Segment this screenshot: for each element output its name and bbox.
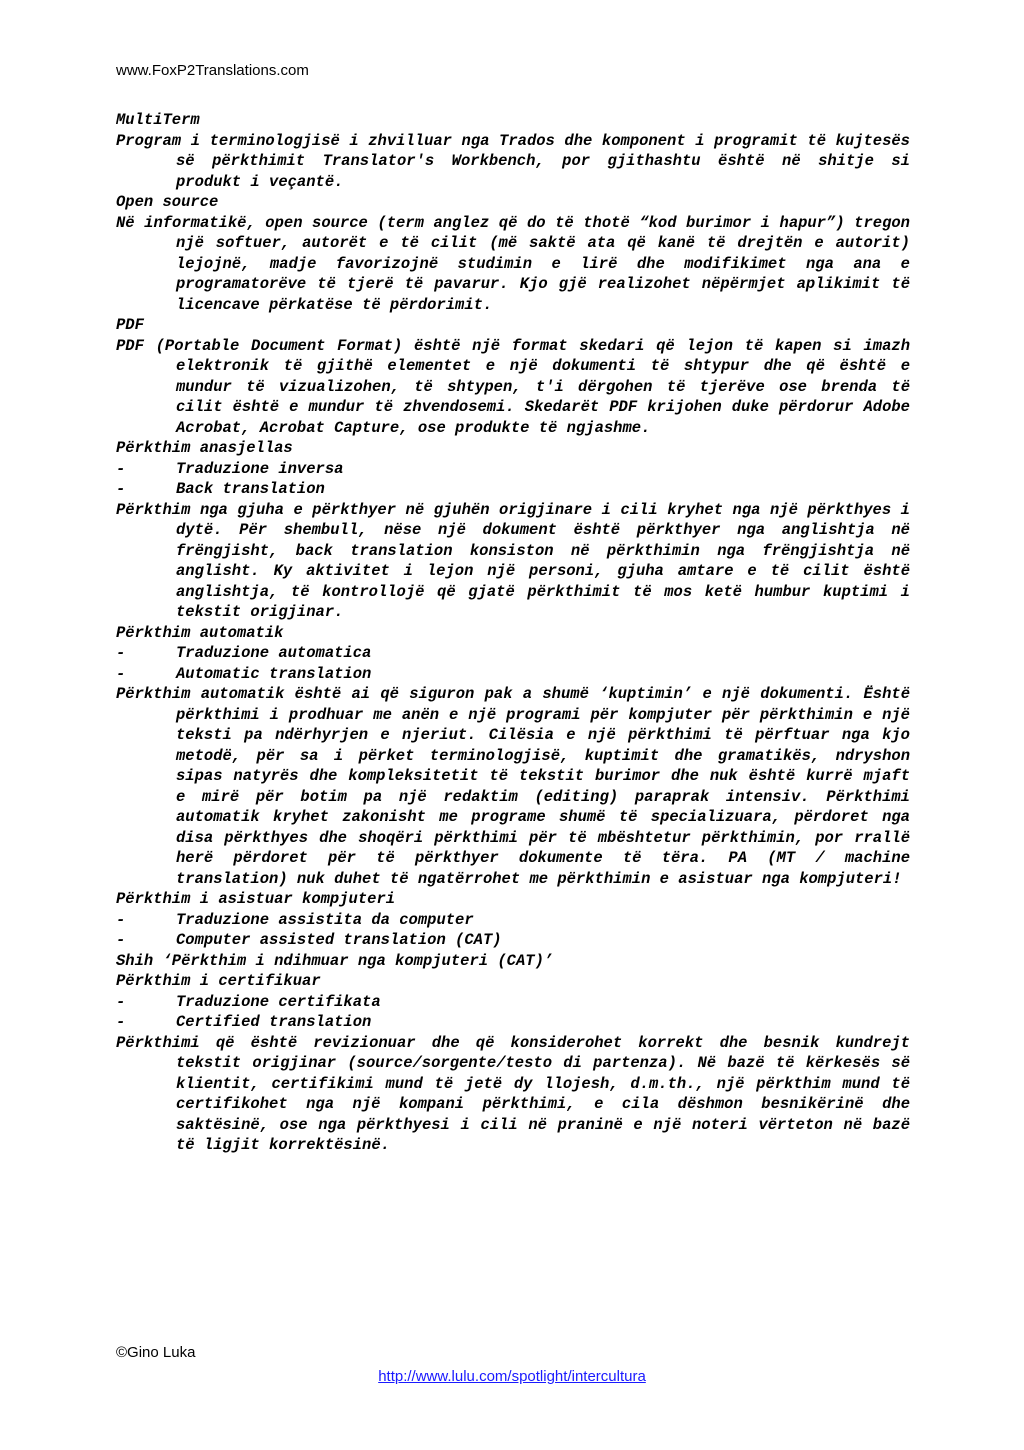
footer-author: ©Gino Luka <box>116 1344 196 1361</box>
italian-term: Traduzione inversa <box>176 459 344 478</box>
term-certified-translation: Përkthim i certifikuar <box>116 972 321 990</box>
definition-multiterm: Program i terminologjisë i zhvilluar nga Trados dhe komponent i programit të kujtesës së përkthimit Translator's Workbench, por gjithashtu është në shitje si produkt i veçantë. <box>116 131 910 191</box>
dash-marker: - <box>116 664 126 683</box>
footer-link-container <box>0 1368 1024 1385</box>
term-multiterm: MultiTerm <box>116 111 200 129</box>
english-term: Certified translation <box>176 1013 372 1031</box>
definition-certified-translation: Përkthimi që është revizionuar dhe që konsiderohet korrekt dhe besnik kundrejt tekstit origjinar (source/sorgente/testo di partenza). Në bazë të kërkesës së klientit, certifikimi mund të jetë dy llojesh, d.m.th., një përkthim mund të certifikohet nga një kompani përkthimi, e cila dëshmon besnikërinë dhe saktësinë, ose nga përkthyesi i cili në praninë e një noteri vërteton në bazë të ligjit korrektësinë. <box>116 1033 910 1154</box>
definition-open-source: Në informatikë, open source (term anglez që do të thotë “kod burimor i hapur”) tregon një softuer, autorët e të cilit (më saktë ata që kanë të drejtën e autorit) lejojnë, madje favorizojnë studimin e lirë dhe modifikimet nga ana e programatorëve të tjerë të pavarur. Kjo gjë realizohet nëpërmjet aplikimit të licencave përkatëse të përdorimit. <box>116 213 910 314</box>
english-equivalent <box>116 930 910 951</box>
term-pdf: PDF <box>116 316 144 334</box>
italian-term: Traduzione automatica <box>176 644 372 662</box>
italian-equivalent <box>116 992 910 1013</box>
dash-marker: - <box>116 1013 126 1031</box>
dash-marker: - <box>116 480 126 498</box>
see-also-reference: Shih ‘Përkthim i ndihmuar nga kompjuteri (CAT)’ <box>116 951 554 970</box>
italian-equivalent <box>116 459 910 480</box>
dash-marker: - <box>116 644 126 662</box>
italian-equivalent <box>116 910 910 931</box>
definition-automatic-translation: Përkthim automatik është ai që siguron pak a shumë ‘kuptimin’ e një dokumenti. Është përkthimi i prodhuar me anën e një programi për kompjuter për përkthimin e një teksti pa ndërhyrjen e njeriut. Cilësia e një përkthimi të përftuar nga kjo metodë, për sa i përket terminologjisë, kuptimit dhe gramatikës, ndryshon sipas natyrës dhe kompleksitetit të tekstit burimor dhe nuk është kurrë mjaft e mirë për botim pa një redaktim (editing) paraprak intensiv. Përkthimi automatik kryhet zakonisht me programe shumë të specializuara, përdoret nga disa përkthyes dhe shoqëri përkthimi për të mbështetur përkthimin, por rrallë herë përdoret për të përkthyer dokumente të tëra. PA (MT / machine translation) nuk duhet të ngatërrohet me përkthimin e asistuar nga kompjuteri! <box>116 685 910 888</box>
english-equivalent <box>116 1012 910 1033</box>
english-equivalent <box>116 479 910 500</box>
dash-marker: - <box>116 931 126 949</box>
dash-marker: - <box>116 910 126 929</box>
term-automatic-translation: Përkthim automatik <box>116 623 284 642</box>
dash-marker: - <box>116 459 126 478</box>
definition-back-translation: Përkthim nga gjuha e përkthyer në gjuhën origjinare i cili kryhet nga një përkthyes i dytë. Për shembull, nëse një dokument është përkthyer nga anglishtja në frëngjisht, back translation konsiston në përkthimin nga frëngjishtja në anglisht. Ky aktivitet i lejon një personi, gjuha amtare e të cilit është anglishtja, të kontrollojë që gjatë përkthimit të mos ketë humbur kuptimi i tekstit origjinar. <box>116 500 910 621</box>
page-header-site: www.FoxP2Translations.com <box>116 62 309 79</box>
english-term: Back translation <box>176 480 325 498</box>
term-computer-assisted-translation: Përkthim i asistuar kompjuteri <box>116 890 396 908</box>
english-equivalent <box>116 664 910 685</box>
footer-url-link[interactable]: http://www.lulu.com/spotlight/intercultura <box>378 1368 646 1385</box>
english-term: Automatic translation <box>176 664 372 683</box>
term-back-translation: Përkthim anasjellas <box>116 439 293 457</box>
italian-term: Traduzione certifikata <box>176 992 381 1011</box>
dash-marker: - <box>116 992 126 1011</box>
definition-pdf: PDF (Portable Document Format) është një format skedari që lejon të kapen si imazh elektronik të gjithë elementet e një dokumenti të shtypur dhe që është e mundur të vizualizohen, të shtypen, t'i dërgohen të tjerëve ose brenda të cilit është e mundur të zhvendosemi. Skedarët PDF krijohen duke përdorur Adobe Acrobat, Acrobat Capture, ose produkte të ngjashme. <box>116 336 910 437</box>
italian-equivalent <box>116 643 910 664</box>
italian-term: Traduzione assistita da computer <box>176 910 474 929</box>
english-term: Computer assisted translation (CAT) <box>176 931 502 949</box>
term-open-source: Open source <box>116 193 219 211</box>
glossary-body <box>116 110 910 1156</box>
